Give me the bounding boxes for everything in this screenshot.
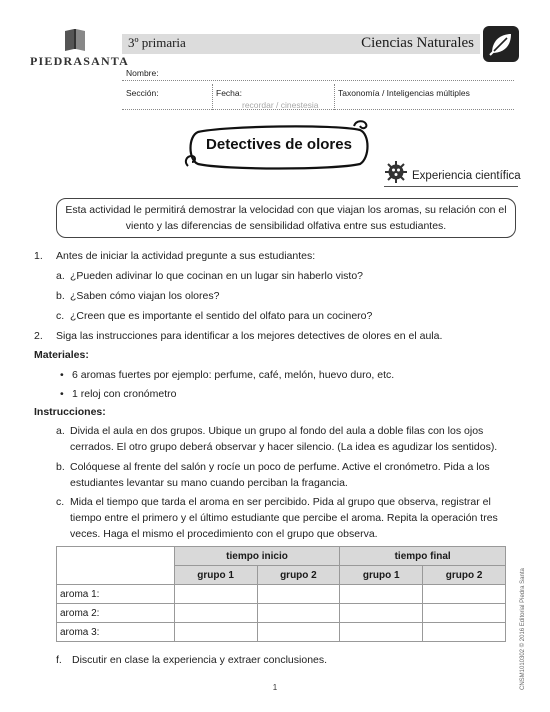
table-cell[interactable] — [174, 623, 257, 642]
table-row-label: aroma 3: — [57, 623, 175, 642]
table-cell[interactable] — [257, 585, 340, 604]
table-row — [57, 604, 506, 623]
table-corner — [57, 547, 175, 585]
leaf-icon — [483, 26, 519, 62]
field-divider — [334, 84, 335, 110]
table-cell[interactable] — [257, 623, 340, 642]
materials-heading: Materiales: — [34, 349, 89, 361]
publisher-logo — [30, 28, 129, 69]
instruction-letter: b. — [56, 461, 65, 473]
subject-label: Ciencias Naturales — [361, 35, 474, 51]
virus-icon — [384, 160, 408, 184]
seccion-line[interactable] — [122, 109, 514, 110]
question-text: ¿Pueden adivinar lo que cocinan en un lugar sin haberlo visto? — [70, 270, 364, 282]
table-row-label: aroma 1: — [57, 585, 175, 604]
question-letter: b. — [56, 290, 65, 302]
final-text: Discutir en clase la experiencia y extraer conclusiones. — [72, 654, 328, 666]
table-sub-header: grupo 2 — [257, 566, 340, 585]
step-text: Siga las instrucciones para identificar a los mejores detectives de olores en el aula. — [56, 330, 443, 342]
table-cell[interactable] — [257, 604, 340, 623]
table-cell[interactable] — [174, 585, 257, 604]
book-icon — [62, 28, 88, 52]
intro-box: Esta actividad le permitirá demostrar la velocidad con que viajan los aromas, su relación con el viento y las diferencias de sensibilidad olfativa entre sus estudiantes. — [56, 198, 516, 238]
taxonomia-label: Taxonomía / Inteligencias múltiples — [338, 88, 470, 98]
question-letter: c. — [56, 310, 65, 322]
table-cell[interactable] — [423, 585, 506, 604]
instructions-heading: Instrucciones: — [34, 406, 106, 418]
side-credit: CNSM1010302 © 2016 Editorial Piedra Santa — [520, 568, 526, 690]
page-number: 1 — [272, 683, 278, 692]
question-text: ¿Creen que es importante el sentido del olfato para un cocinero? — [70, 310, 373, 322]
title-badge — [184, 120, 374, 174]
page-title: Detectives de olores — [206, 136, 352, 153]
grade-bar — [122, 34, 480, 54]
material-item: 6 aromas fuertes por ejemplo: perfume, café, melón, huevo duro, etc. — [72, 369, 395, 381]
table-row-label: aroma 2: — [57, 604, 175, 623]
table-cell[interactable] — [174, 604, 257, 623]
table-cell[interactable] — [423, 623, 506, 642]
nombre-label: Nombre: — [126, 68, 159, 78]
instruction-letter: c. — [56, 496, 65, 508]
instruction-text: Divida el aula en dos grupos. Ubique un grupo al fondo del aula a doble filas con los ojos cerrados. El otro grupo deberá observar y hacer silencio. (La idea es agudizar los sentidos). — [70, 425, 498, 453]
table-row — [57, 623, 506, 642]
table-cell[interactable] — [340, 623, 423, 642]
results-table — [56, 546, 506, 642]
step-number: 1. — [34, 250, 43, 262]
nombre-line[interactable] — [122, 80, 514, 81]
table-row — [57, 585, 506, 604]
table-group-header: tiempo final — [340, 547, 506, 566]
material-item: 1 reloj con cronómetro — [72, 388, 177, 400]
instruction-text: Colóquese al frente del salón y rocíe un poco de perfume. Active el cronómetro. Pida a los estudiantes levantar su mano cuando perciban la fragancia. — [70, 461, 490, 489]
table-group-header: tiempo inicio — [174, 547, 340, 566]
fecha-label: Fecha: — [216, 88, 242, 98]
table-cell[interactable] — [340, 585, 423, 604]
table-sub-header: grupo 1 — [174, 566, 257, 585]
question-text: ¿Saben cómo viajan los olores? — [70, 290, 220, 302]
experience-label: Experiencia científica — [412, 170, 521, 182]
field-divider — [212, 84, 213, 110]
bullet: • — [60, 369, 64, 381]
grade-label: 3º primaria — [128, 35, 186, 50]
question-letter: a. — [56, 270, 65, 282]
table-cell[interactable] — [423, 604, 506, 623]
publisher-name: PIEDRASANTA — [30, 54, 129, 68]
step-number: 2. — [34, 330, 43, 342]
instruction-letter: a. — [56, 425, 65, 437]
taxonomia-value: recordar / cinestesia — [242, 100, 319, 110]
table-sub-header: grupo 1 — [340, 566, 423, 585]
seccion-label: Sección: — [126, 88, 159, 98]
table-sub-header: grupo 2 — [423, 566, 506, 585]
experience-underline — [384, 186, 518, 187]
table-cell[interactable] — [340, 604, 423, 623]
bullet: • — [60, 388, 64, 400]
final-letter: f. — [56, 654, 62, 666]
step-text: Antes de iniciar la actividad pregunte a sus estudiantes: — [56, 250, 316, 262]
instruction-text: Mida el tiempo que tarda el aroma en ser percibido. Pida al grupo que observa, registrar el tiempo entre el primero y el último estudiante que percibe el aroma. Repita la operación tres veces. Haga el mismo el procedimiento con el grupo que observa. — [70, 496, 498, 540]
